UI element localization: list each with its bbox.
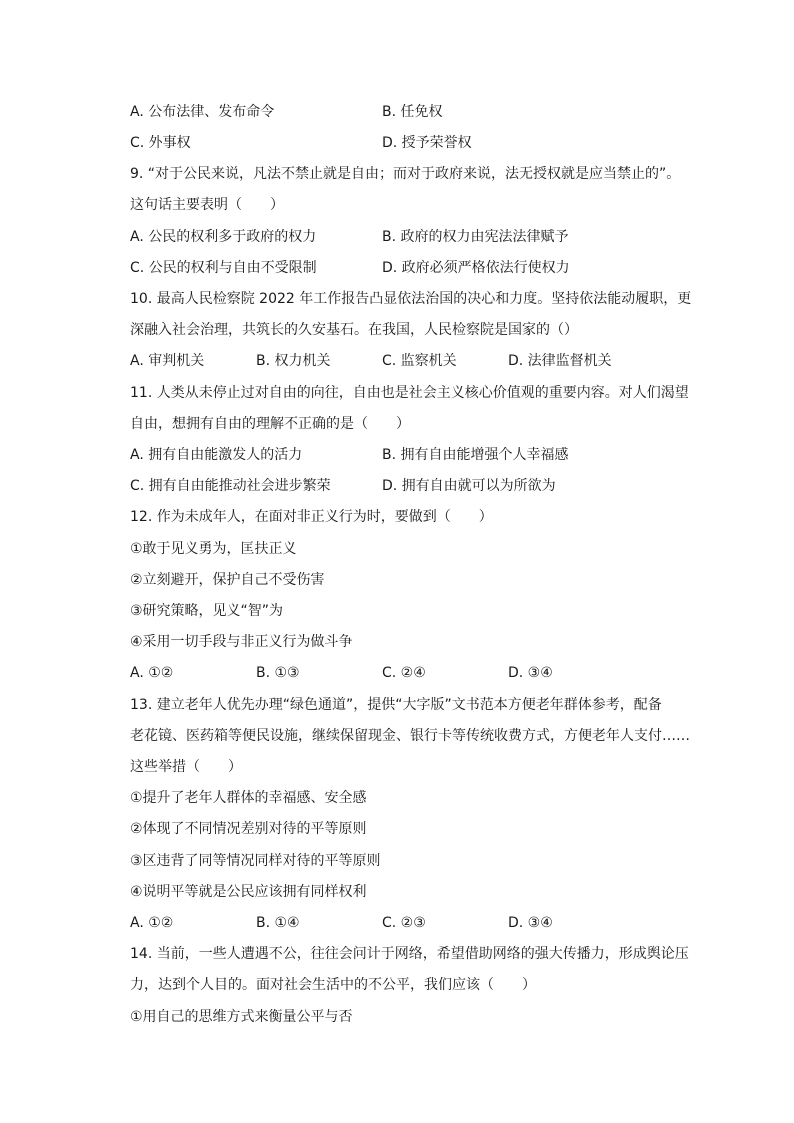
q13-option-d[interactable]: D. ③④ bbox=[508, 915, 553, 931]
q8-option-d[interactable]: D. 授予荣誉权 bbox=[382, 135, 472, 151]
q11-option-b[interactable]: B. 拥有自由能增强个人幸福感 bbox=[382, 447, 569, 463]
q12-stem-line1: 12. 作为未成年人，在面对非正义行为时，要做到（ ） bbox=[130, 509, 493, 525]
q11-stem-line1: 11. 人类从未停止过对自由的向往，自由也是社会主义核心价值观的重要内容。对人们渴望 bbox=[130, 385, 689, 401]
q14-stem-line1: 14. 当前，一些人遭遇不公，往往会问计于网络，希望借助网络的强大传播力，形成舆论压 bbox=[130, 946, 689, 962]
q12-option-b[interactable]: B. ①③ bbox=[256, 665, 300, 681]
q9-option-c[interactable]: C. 公民的权利与自由不受限制 bbox=[130, 260, 317, 276]
q13-item-1: ①提升了老年人群体的幸福感、安全感 bbox=[130, 790, 367, 806]
q13-option-b[interactable]: B. ①④ bbox=[256, 915, 300, 931]
q13-stem-line2: 老花镜、医药箱等便民设施，继续保留现金、银行卡等传统收费方式，方便老年人支付…… bbox=[130, 728, 690, 744]
q11-stem-line2: 自由，想拥有自由的理解不正确的是（ ） bbox=[130, 416, 410, 432]
q8-option-b[interactable]: B. 任免权 bbox=[382, 104, 443, 120]
q13-item-4: ④说明平等就是公民应该拥有同样权利 bbox=[130, 884, 367, 900]
q9-option-a[interactable]: A. 公民的权利多于政府的权力 bbox=[130, 229, 317, 245]
q12-item-1: ①敢于见义勇为，匡扶正义 bbox=[130, 541, 297, 557]
q9-stem-line1: 9. “对于公民来说，凡法不禁止就是自由；而对于政府来说，法无授权就是应当禁止的”。 bbox=[130, 166, 681, 182]
q11-option-a[interactable]: A. 拥有自由能激发人的活力 bbox=[130, 447, 303, 463]
q11-option-c[interactable]: C. 拥有自由能推动社会进步繁荣 bbox=[130, 478, 331, 494]
q14-item-1: ①用自己的思维方式来衡量公平与否 bbox=[130, 1009, 353, 1025]
q11-option-d[interactable]: D. 拥有自由就可以为所欲为 bbox=[382, 478, 556, 494]
q10-stem-line2: 深融入社会治理，共筑长的久安基石。在我国，人民检察院是国家的（） bbox=[130, 322, 578, 338]
q10-option-c[interactable]: C. 监察机关 bbox=[382, 353, 457, 369]
q10-stem-line1: 10. 最高人民检察院 2022 年工作报告凸显依法治国的决心和力度。坚持依法能动履职，更 bbox=[130, 291, 692, 307]
q10-option-d[interactable]: D. 法律监督机关 bbox=[508, 353, 612, 369]
q12-item-2: ②立刻避开，保护自己不受伤害 bbox=[130, 572, 325, 588]
q10-option-b[interactable]: B. 权力机关 bbox=[256, 353, 331, 369]
q12-item-4: ④采用一切手段与非正义行为做斗争 bbox=[130, 634, 353, 650]
q8-option-a[interactable]: A. 公布法律、发布命令 bbox=[130, 104, 275, 120]
q14-stem-line2: 力，达到个人目的。面对社会生活中的不公平，我们应该（ ） bbox=[130, 977, 536, 993]
q13-item-2: ②体现了不同情况差别对待的平等原则 bbox=[130, 821, 367, 837]
q13-stem-line1: 13. 建立老年人优先办理“绿色通道”，提供“大字版”文书范本方便老年群体参考，配备 bbox=[130, 697, 662, 713]
q13-option-c[interactable]: C. ②③ bbox=[382, 915, 426, 931]
q12-option-a[interactable]: A. ①② bbox=[130, 665, 174, 681]
q13-stem-line3: 这些举措（ ） bbox=[130, 759, 242, 775]
q12-item-3: ③研究策略，见义“智”为 bbox=[130, 603, 284, 619]
q8-option-c[interactable]: C. 外事权 bbox=[130, 135, 191, 151]
q13-option-a[interactable]: A. ①② bbox=[130, 915, 174, 931]
q9-stem-line2: 这句话主要表明（ ） bbox=[130, 197, 284, 213]
q10-option-a[interactable]: A. 审判机关 bbox=[130, 353, 205, 369]
q9-option-b[interactable]: B. 政府的权力由宪法法律赋予 bbox=[382, 229, 569, 245]
q9-option-d[interactable]: D. 政府必须严格依法行使权力 bbox=[382, 260, 570, 276]
q13-item-3: ③区违背了同等情况同样对待的平等原则 bbox=[130, 853, 381, 869]
q12-option-d[interactable]: D. ③④ bbox=[508, 665, 553, 681]
q12-option-c[interactable]: C. ②④ bbox=[382, 665, 426, 681]
